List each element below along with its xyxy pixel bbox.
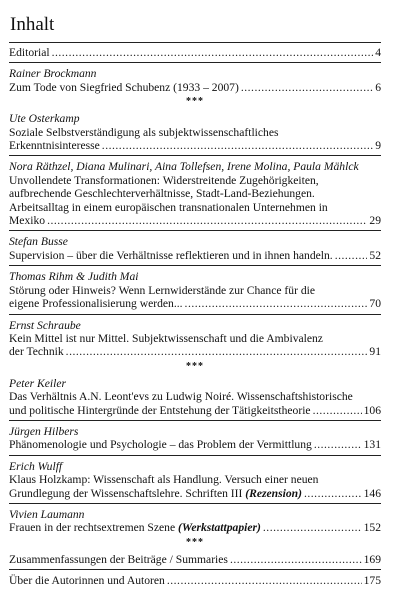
toc-entry bbox=[9, 373, 381, 420]
entry-title: Editorial bbox=[9, 46, 50, 59]
toc-entry bbox=[9, 231, 381, 265]
entry-title: der Technik bbox=[9, 345, 64, 359]
entry-title-text bbox=[9, 574, 165, 587]
dot-leader bbox=[47, 214, 367, 227]
entry-title-text bbox=[9, 438, 312, 451]
page-number: 146 bbox=[363, 486, 381, 500]
entry-title-line: aufbrechende Geschlechterverhältnisse, Stadt-Land-Beziehungen. bbox=[9, 187, 315, 201]
entry-title-text bbox=[9, 345, 64, 358]
page-number: 4 bbox=[375, 46, 381, 59]
entry-title-line-final bbox=[9, 139, 381, 152]
entry-author: Peter Keiler bbox=[9, 376, 66, 390]
page-number: 91 bbox=[369, 345, 381, 359]
entry-title-text bbox=[9, 139, 100, 152]
entry-title: eigene Professionalisierung werden... bbox=[9, 297, 183, 311]
entry-title: Frauen in der rechtsextremen Szene bbox=[9, 521, 179, 535]
page-number: 6 bbox=[375, 80, 381, 94]
page-number: 29 bbox=[369, 214, 381, 228]
entry-author: Vivien Laumann bbox=[9, 507, 85, 521]
entry-type-note: (Rezension) bbox=[245, 486, 302, 500]
entry-title-line: Störung oder Hinweis? Wenn Lernwiderstände zur Chance für die bbox=[9, 283, 315, 297]
toc-entry bbox=[9, 43, 381, 62]
toc-entry bbox=[9, 504, 381, 538]
entry-title-text bbox=[9, 297, 183, 310]
page-number: 70 bbox=[369, 297, 381, 311]
entry-author: Stefan Busse bbox=[9, 235, 68, 249]
section-separator: *** bbox=[186, 536, 204, 548]
page-number: 9 bbox=[375, 139, 381, 153]
entry-author: Ernst Schraube bbox=[9, 318, 81, 332]
page-number: 175 bbox=[363, 574, 381, 588]
dot-leader bbox=[304, 487, 362, 500]
entry-title-line-final bbox=[9, 404, 381, 417]
entry-author: Nora Räthzel, Diana Mulinari, Aina Tollefsen, Irene Molina, Paula Mählck bbox=[9, 160, 359, 174]
entry-author: Rainer Brockmann bbox=[9, 67, 97, 81]
section-separator: *** bbox=[186, 96, 204, 108]
toc-entry bbox=[9, 315, 381, 362]
page-title: Inhalt bbox=[10, 14, 55, 35]
page-number: 52 bbox=[369, 248, 381, 262]
entry-title-text bbox=[9, 46, 50, 59]
entry-title-line-final bbox=[9, 521, 381, 534]
toc-entry bbox=[9, 156, 381, 230]
entry-title: Grundlegung der Wissenschaftslehre. Schriften III bbox=[9, 486, 246, 500]
entry-title-text bbox=[9, 487, 302, 500]
entry-title-text bbox=[9, 553, 228, 566]
section-separator: *** bbox=[186, 360, 204, 372]
entry-author: Erich Wulff bbox=[9, 459, 63, 473]
entry-title-line-final bbox=[9, 46, 381, 59]
dot-leader bbox=[335, 249, 368, 262]
dot-leader bbox=[102, 139, 373, 152]
entry-title-line-final bbox=[9, 249, 381, 262]
entry-author: Thomas Rihm & Judith Mai bbox=[9, 270, 139, 284]
entry-title: Supervision – über die Verhältnisse reflektieren und in ihnen handeln. bbox=[9, 248, 333, 262]
entry-title-line-final bbox=[9, 297, 381, 310]
entry-title-text bbox=[9, 81, 239, 94]
dot-leader bbox=[313, 404, 362, 417]
entry-title-line: Unvollendete Transformationen: Widerstreitende Zugehörigkeiten, bbox=[9, 173, 319, 187]
toc-entry bbox=[9, 266, 381, 313]
entry-title: Mexiko bbox=[9, 214, 46, 228]
page-number: 152 bbox=[363, 521, 381, 535]
entry-title-line-final bbox=[9, 345, 381, 358]
entry-title: Zum Tode von Siegfried Schubenz (1933 – 2007) bbox=[9, 80, 239, 94]
entry-title-line-final bbox=[9, 81, 381, 94]
entry-title: Phänomenologie und Psychologie – das Problem der Vermittlung bbox=[9, 438, 312, 452]
entry-title-line: Klaus Holzkamp: Wissenschaft als Handlung. Versuch einer neuen bbox=[9, 473, 319, 487]
entry-title-text bbox=[9, 404, 311, 417]
dot-leader bbox=[241, 81, 373, 94]
entry-type-note: (Werkstattpapier) bbox=[178, 521, 261, 535]
dot-leader bbox=[185, 297, 368, 310]
entry-title-text bbox=[9, 521, 261, 534]
toc-entry bbox=[9, 421, 381, 455]
entry-author: Jürgen Hilbers bbox=[9, 424, 79, 438]
dot-leader bbox=[314, 438, 362, 451]
page-number: 106 bbox=[363, 403, 381, 417]
toc-entry bbox=[9, 549, 381, 569]
entry-author: Ute Osterkamp bbox=[9, 112, 80, 126]
entry-title-line: Das Verhältnis A.N. Leont'evs zu Ludwig Noiré. Wissenschaftshistorische bbox=[9, 390, 353, 404]
entry-title-line-final bbox=[9, 438, 381, 451]
page-number: 169 bbox=[363, 552, 381, 566]
table-of-contents bbox=[9, 14, 381, 591]
toc-list bbox=[9, 43, 381, 591]
entry-title-line-final bbox=[9, 553, 381, 566]
dot-leader bbox=[263, 521, 362, 534]
dot-leader bbox=[230, 553, 362, 566]
dot-leader bbox=[52, 46, 374, 59]
entry-title-text bbox=[9, 249, 333, 262]
toc-entry bbox=[9, 63, 381, 97]
entry-title: und politische Hintergründe der Entstehung der Tätigkeitstheorie bbox=[9, 403, 311, 417]
entry-title: Über die Autorinnen und Autoren bbox=[9, 574, 165, 588]
page-number: 131 bbox=[363, 438, 381, 452]
entry-title-line-final bbox=[9, 574, 381, 587]
dot-leader bbox=[167, 574, 362, 587]
entry-title-text bbox=[9, 214, 45, 227]
entry-title-line-final bbox=[9, 487, 381, 500]
entry-title-line-final bbox=[9, 214, 381, 227]
dot-leader bbox=[66, 345, 368, 358]
toc-entry bbox=[9, 108, 381, 155]
entry-title-line: Soziale Selbstverständigung als subjektwissenschaftliches bbox=[9, 125, 279, 139]
toc-entry bbox=[9, 570, 381, 590]
entry-title: Zusammenfassungen der Beiträge / Summaries bbox=[9, 552, 228, 566]
toc-entry bbox=[9, 456, 381, 503]
entry-title-line: Arbeitsalltag in einem europäischen transnationalen Unternehmen in bbox=[9, 200, 328, 214]
entry-title-line: Kein Mittel ist nur Mittel. Subjektwissenschaft und die Ambivalenz bbox=[9, 331, 323, 345]
entry-title: Erkenntnisinteresse bbox=[9, 139, 100, 153]
